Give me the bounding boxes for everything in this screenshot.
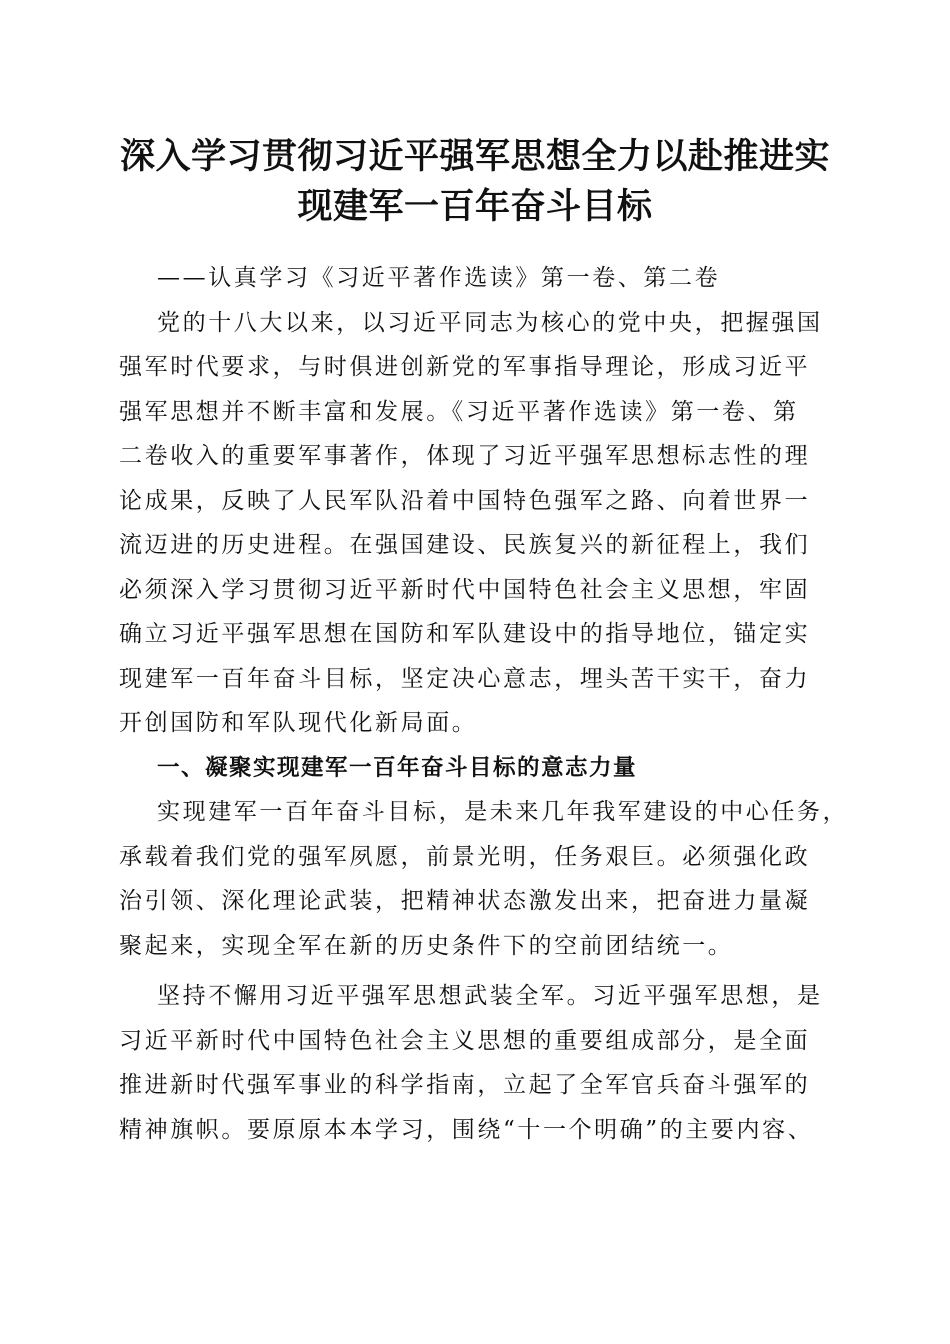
paragraph-line: 坚持不懈用习近平强军思想武装全军。习近平强军思想，是 (157, 983, 823, 1009)
paragraph-line: 二卷收入的重要军事著作，体现了习近平强军思想标志性的理 (119, 443, 811, 469)
paragraph-1 (119, 301, 831, 746)
paragraph-line: 论成果，反映了人民军队沿着中国特色强军之路、向着世界一 (119, 487, 811, 514)
subtitle: ——认真学习《习近平著作选读》第一卷、第二卷 (157, 265, 721, 291)
paragraph-line: 精神旗帜。要原原本本学习，围绕“十一个明确”的主要内容、 (119, 1116, 814, 1143)
title-line: 深入学习贯彻习近平强军思想全力以赴推进实 (119, 136, 830, 177)
paragraph-line: 党的十八大以来，以习近平同志为核心的党中央，把握强国 (157, 309, 823, 336)
paragraph-line: 强军思想并不断丰富和发展。《习近平著作选读》第一卷、第 (119, 398, 799, 425)
section-heading: 一、凝聚实现建军一百年奋斗目标的意志力量 (157, 754, 638, 781)
paragraph-line: 流迈进的历史进程。在强国建设、民族复兴的新征程上，我们 (119, 532, 811, 558)
document-title (100, 132, 850, 232)
paragraph-line: 必须深入学习贯彻习近平新时代中国特色社会主义思想，牢固 (119, 576, 811, 603)
paragraph-line: 聚起来，实现全军在新的历史条件下的空前团结统一。 (119, 932, 734, 959)
paragraph-line: 开创国防和军队现代化新局面。 (119, 710, 478, 736)
title-line: 现建军一百年奋斗目标 (297, 186, 653, 227)
paragraph-line: 承载着我们党的强军夙愿，前景光明，任务艰巨。必须强化政 (119, 843, 811, 870)
paragraph-line: 习近平新时代中国特色社会主义思想的重要组成部分，是全面 (119, 1027, 811, 1054)
paragraph-3 (119, 974, 831, 1152)
paragraph-2 (119, 790, 849, 968)
paragraph-line: 确立习近平强军思想在国防和军队建设中的指导地位，锚定实 (119, 621, 811, 647)
paragraph-line: 现建军一百年奋斗目标，坚定决心意志，埋头苦干实干，奋力 (119, 665, 811, 692)
paragraph-line: 实现建军一百年奋斗目标，是未来几年我军建设的中心任务， (157, 799, 849, 825)
paragraph-line: 强军时代要求，与时俱进创新党的军事指导理论，形成习近平 (119, 354, 811, 380)
paragraph-line: 推进新时代强军事业的科学指南，立起了全军官兵奋斗强军的 (119, 1072, 811, 1098)
document-body (119, 256, 849, 1152)
paragraph-line: 治引领、深化理论武装，把精神状态激发出来，把奋进力量凝 (119, 888, 811, 914)
